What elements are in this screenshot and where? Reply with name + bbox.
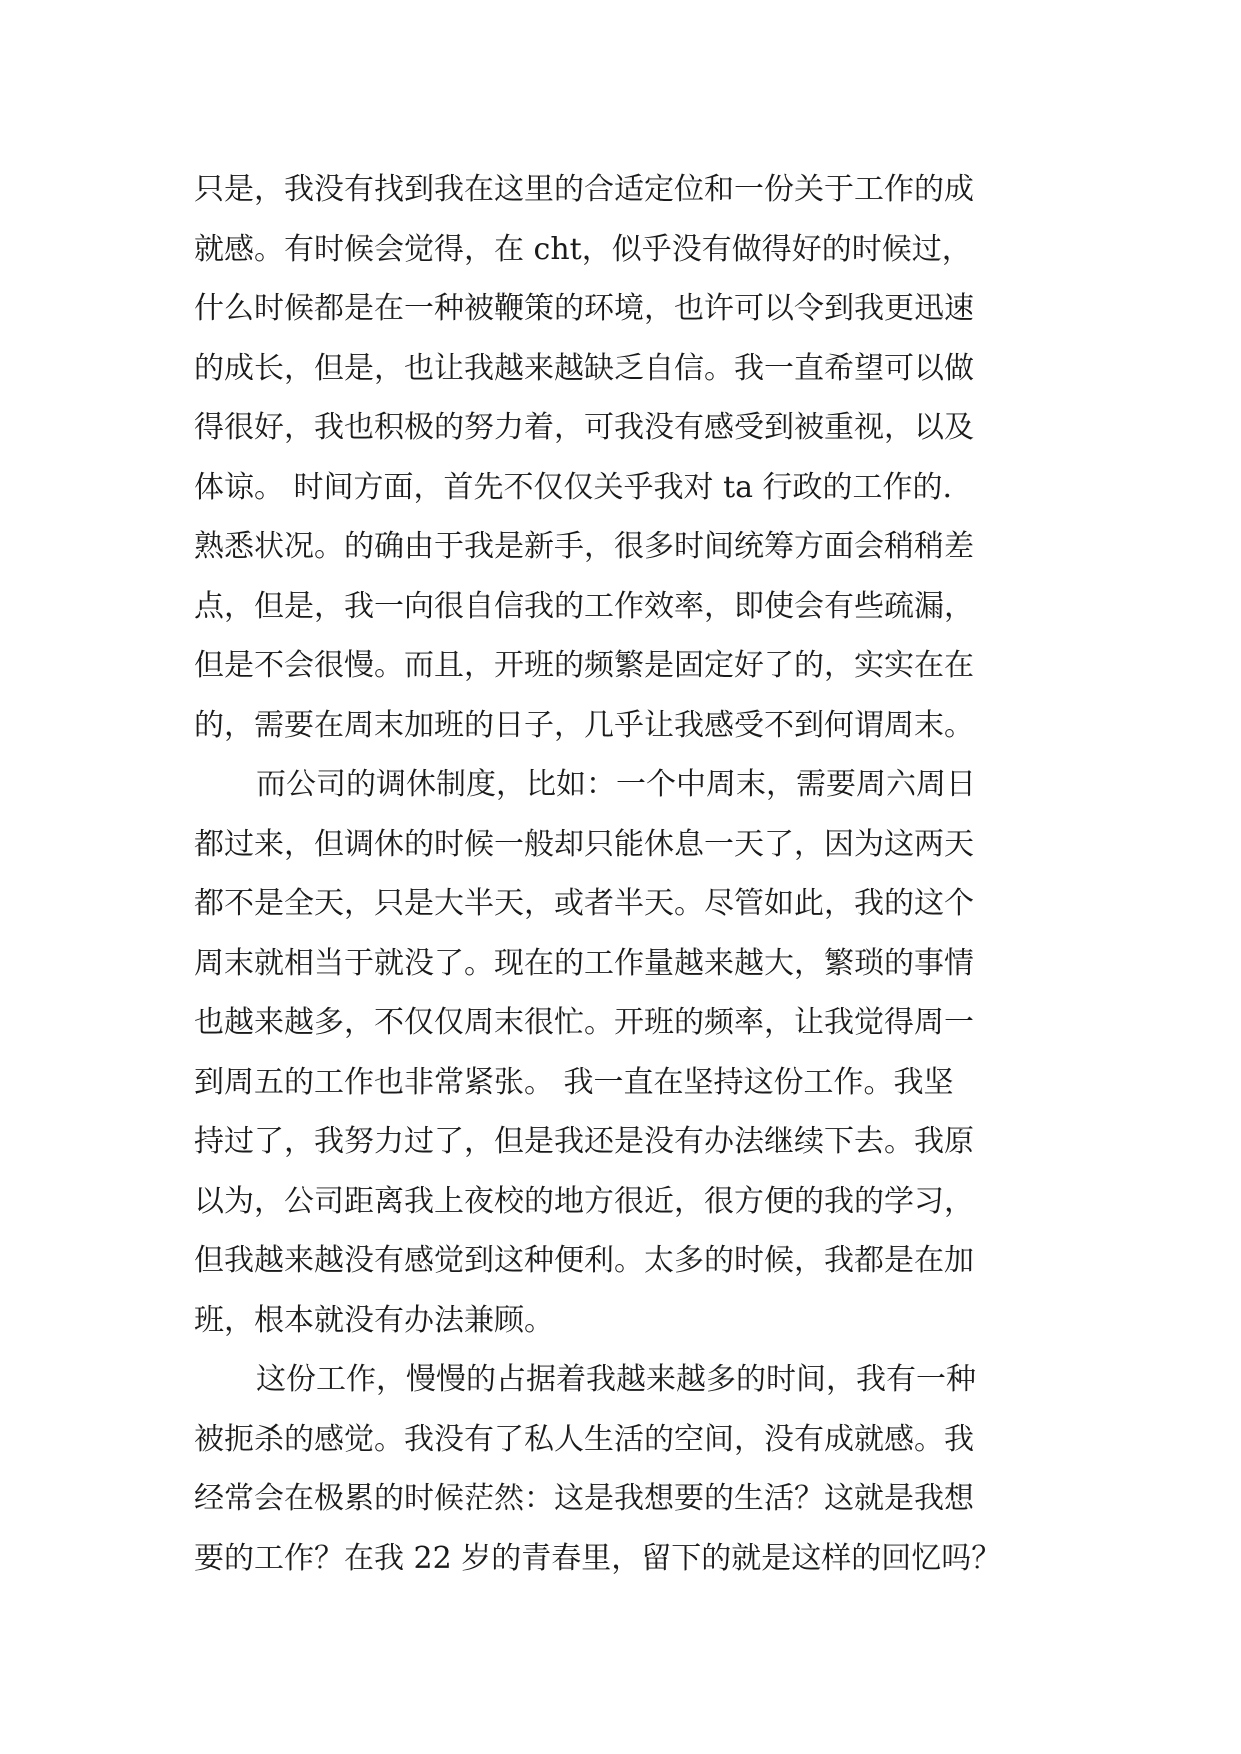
text-line: 而公司的调休制度，比如：一个中周末，需要周六周日 (256, 767, 976, 802)
text-line: 的成长，但是，也让我越来越缺乏自信。我一直希望可以做 (194, 350, 974, 386)
text-line: 经常会在极累的时候茫然：这是我想要的生活？这就是我想 (194, 1481, 974, 1516)
text-line: 要的工作？在我 22 岁的青春里，留下的就是这样的回忆吗？ (194, 1540, 1002, 1576)
text-line: 以为，公司距离我上夜校的地方很近，很方便的我的学习， (194, 1183, 974, 1219)
text-line: 但我越来越没有感觉到这种便利。太多的时候，我都是在加 (194, 1243, 974, 1278)
text-line: 体谅。 时间方面，首先不仅仅关乎我对 ta 行政的工作的. (194, 469, 953, 505)
body-text (194, 160, 1074, 1588)
text-line: 都过来，但调休的时候一般却只能休息一天了，因为这两天 (194, 826, 974, 862)
text-line: 也越来越多，不仅仅周末很忙。开班的频率，让我觉得周一 (194, 1005, 974, 1040)
text-line: 的，需要在周末加班的日子，几乎让我感受不到何谓周末。 (194, 707, 974, 743)
text-line: 到周五的工作也非常紧张。 我一直在坚持这份工作。我坚 (194, 1064, 954, 1100)
text-line: 持过了，我努力过了，但是我还是没有办法继续下去。我原 (194, 1124, 974, 1159)
text-line: 只是，我没有找到我在这里的合适定位和一份关于工作的成 (194, 172, 974, 207)
text-line: 什么时候都是在一种被鞭策的环境，也许可以令到我更迅速 (194, 291, 974, 326)
text-line: 得很好，我也积极的努力着，可我没有感受到被重视，以及 (194, 410, 974, 445)
text-line: 班，根本就没有办法兼顾。 (194, 1302, 554, 1338)
text-line: 但是不会很慢。而且，开班的频繁是固定好了的，实实在在 (194, 648, 974, 683)
text-line: 被扼杀的感觉。我没有了私人生活的空间，没有成就感。我 (194, 1421, 974, 1457)
text-line: 熟悉状况。的确由于我是新手，很多时间统筹方面会稍稍差 (194, 529, 974, 564)
text-line: 就感。有时候会觉得，在 cht，似乎没有做得好的时候过， (194, 231, 972, 267)
text-line: 都不是全天，只是大半天，或者半天。尽管如此，我的这个 (194, 886, 974, 921)
text-line: 这份工作，慢慢的占据着我越来越多的时间，我有一种 (256, 1362, 976, 1397)
text-line: 周末就相当于就没了。现在的工作量越来越大，繁琐的事情 (194, 945, 974, 981)
text-line: 点，但是，我一向很自信我的工作效率，即使会有些疏漏， (194, 588, 974, 624)
